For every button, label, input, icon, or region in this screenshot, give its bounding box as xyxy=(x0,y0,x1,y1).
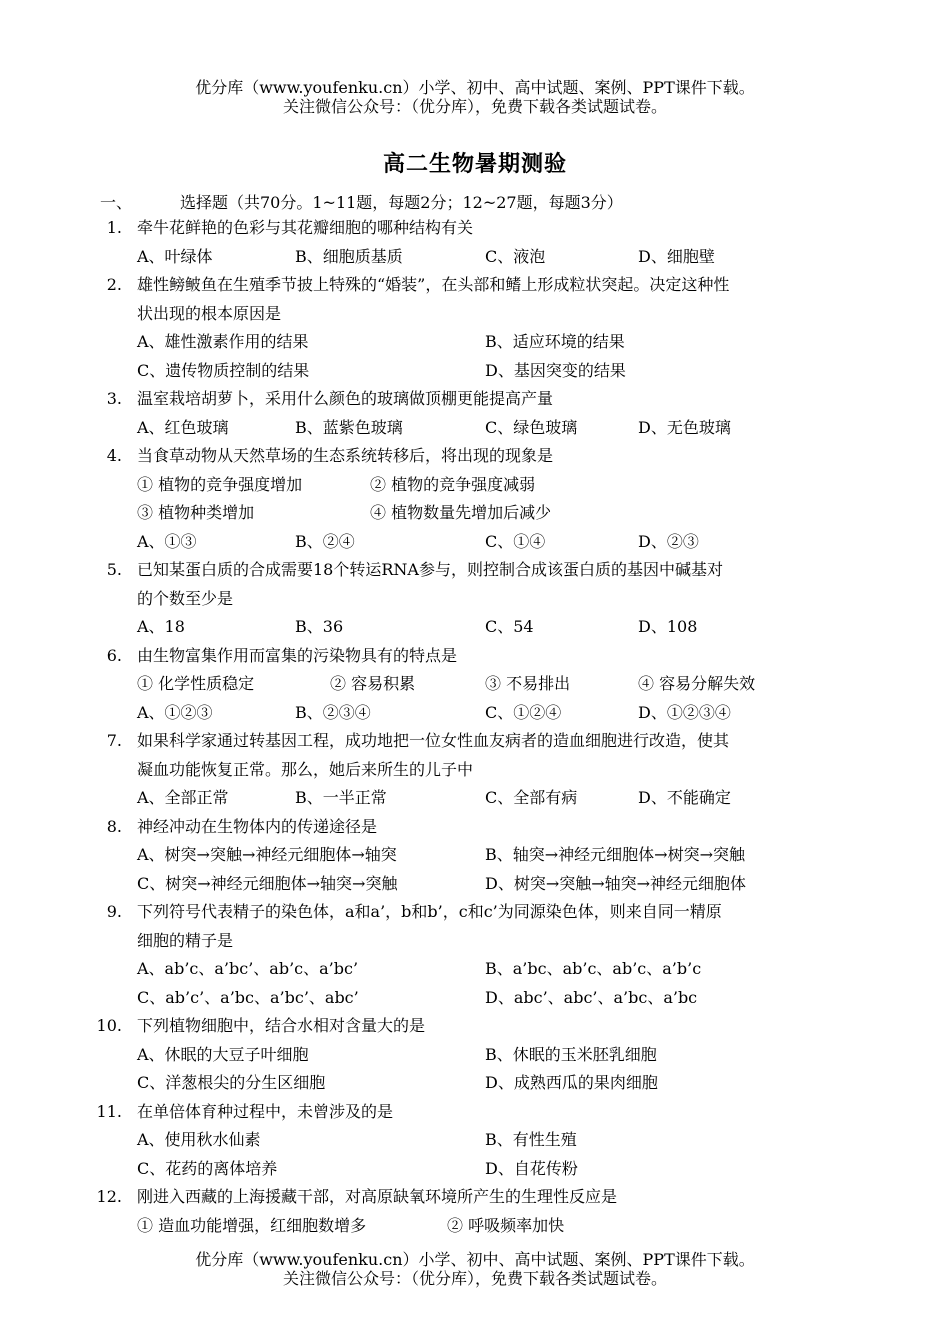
question-number: 1. xyxy=(106,218,122,237)
question-number: 5. xyxy=(106,560,122,579)
question-text: 如果科学家通过转基因工程，成功地把一位女性血友病者的造血细胞进行改造，使其 xyxy=(137,731,730,750)
option-item: D、①②③④ xyxy=(638,702,731,722)
option-row xyxy=(0,841,950,870)
header-line-2: 关注微信公众号：（优分库），免费下载各类试题试卷。 xyxy=(282,97,667,116)
question-8 xyxy=(0,813,950,899)
option-row xyxy=(0,870,950,899)
question-1 xyxy=(0,214,950,271)
option-item: B、蓝紫色玻璃 xyxy=(295,417,403,437)
option-item: B、一半正常 xyxy=(295,788,387,807)
question-number: 3. xyxy=(106,389,122,408)
option-item: B、细胞质基质 xyxy=(295,246,403,266)
question-text: 神经冲动在生物体内的传递途径是 xyxy=(137,816,378,836)
question-4 xyxy=(0,442,950,556)
option-item: ② 容易积累 xyxy=(330,674,416,693)
option-item: ③ 不易排出 xyxy=(485,674,571,693)
option-item: ② 植物的竞争强度减弱 xyxy=(370,474,536,494)
question-number: 7. xyxy=(106,731,122,750)
question-stem-line xyxy=(0,442,950,471)
option-item: D、无色玻璃 xyxy=(638,417,731,437)
option-item: A、休眠的大豆子叶细胞 xyxy=(137,1044,309,1064)
question-text: 当食草动物从天然草场的生态系统转移后，将出现的现象是 xyxy=(137,446,554,465)
option-item: C、树突→神经元细胞体→轴突→突触 xyxy=(137,873,398,893)
option-item: A、叶绿体 xyxy=(137,246,213,266)
option-row xyxy=(0,243,950,272)
option-item: C、①④ xyxy=(485,531,546,551)
question-number: 8. xyxy=(106,816,122,836)
option-item: A、①③ xyxy=(137,531,197,551)
option-item: D、②③ xyxy=(638,531,699,551)
question-stem-line xyxy=(0,756,950,785)
option-item: ④ 容易分解失效 xyxy=(638,674,756,693)
option-row xyxy=(0,699,950,728)
question-number: 4. xyxy=(106,446,122,465)
option-item: A、18 xyxy=(137,617,185,636)
option-item: C、全部有病 xyxy=(485,788,578,807)
option-item: C、①②④ xyxy=(485,702,562,722)
option-item: ① 化学性质稳定 xyxy=(137,674,255,693)
question-12 xyxy=(0,1183,950,1240)
question-number: 12. xyxy=(96,1187,122,1206)
option-item: A、红色玻璃 xyxy=(137,417,229,437)
option-item: ① 植物的竞争强度增加 xyxy=(137,474,303,494)
option-row xyxy=(0,1041,950,1070)
question-stem-line xyxy=(0,813,950,842)
question-text: 由生物富集作用而富集的污染物具有的特点是 xyxy=(137,645,458,665)
option-row xyxy=(0,670,950,699)
option-row xyxy=(0,1069,950,1098)
option-row xyxy=(0,414,950,443)
option-item: D、基因突变的结果 xyxy=(485,360,626,380)
question-number: 6. xyxy=(106,645,122,665)
footer-line-2: 关注微信公众号：（优分库），免费下载各类试题试卷。 xyxy=(282,1269,667,1288)
question-stem-line xyxy=(0,556,950,585)
question-stem-line xyxy=(0,300,950,329)
question-6 xyxy=(0,642,950,728)
option-item: D、108 xyxy=(638,617,698,636)
question-11 xyxy=(0,1098,950,1184)
question-number: 10. xyxy=(96,1016,122,1035)
option-item: ④ 植物数量先增加后减少 xyxy=(370,503,552,522)
question-7 xyxy=(0,727,950,813)
question-text: 温室栽培胡萝卜，采用什么颜色的玻璃做顶棚更能提高产量 xyxy=(137,389,554,408)
question-stem-line xyxy=(0,214,950,243)
option-row xyxy=(0,1155,950,1184)
footer-line-1: 优分库（www.youfenku.cn）小学、初中、高中试题、案例、PPT课件下载。 xyxy=(195,1250,755,1269)
option-row xyxy=(0,784,950,813)
question-text: 已知某蛋白质的合成需要18个转运RNA参与，则控制合成该蛋白质的基因中碱基对 xyxy=(137,560,723,579)
question-stem-line xyxy=(0,898,950,927)
option-item: ③ 植物种类增加 xyxy=(137,503,255,522)
question-stem-line xyxy=(0,927,950,956)
option-item: A、全部正常 xyxy=(137,788,229,807)
section-text: 选择题（共70分。1~11题，每题2分；12~27题，每题3分） xyxy=(180,193,623,212)
option-item: D、自花传粉 xyxy=(485,1158,578,1178)
option-item: B、②④ xyxy=(295,531,355,551)
question-text: 下列符号代表精子的染色体，a和a’，b和b’，c和c’为同源染色体，则来自同一精原 xyxy=(137,902,722,921)
option-item: C、绿色玻璃 xyxy=(485,417,578,437)
option-item: D、树突→突触→轴突→神经元细胞体 xyxy=(485,873,747,893)
question-text: 雄性鳑鲏鱼在生殖季节披上特殊的“婚装”，在头部和鳍上形成粒状突起。决定这种性 xyxy=(137,275,730,294)
option-item: C、液泡 xyxy=(485,246,546,266)
option-item: B、轴突→神经元细胞体→树突→突触 xyxy=(485,845,745,864)
option-row xyxy=(0,613,950,642)
question-text: 刚进入西藏的上海援藏干部，对高原缺氧环境所产生的生理性反应是 xyxy=(137,1187,618,1206)
question-stem-line xyxy=(0,642,950,671)
question-text: 凝血功能恢复正常。那么，她后来所生的儿子中 xyxy=(137,759,474,779)
question-stem-line xyxy=(0,727,950,756)
question-stem-line xyxy=(0,385,950,414)
option-item: A、使用秋水仙素 xyxy=(137,1130,261,1149)
option-item: ① 造血功能增强，红细胞数增多 xyxy=(137,1215,367,1235)
option-item: ② 呼吸频率加快 xyxy=(447,1215,565,1235)
option-row xyxy=(0,499,950,528)
option-row xyxy=(0,471,950,500)
question-stem-line xyxy=(0,1098,950,1127)
option-item: A、雄性激素作用的结果 xyxy=(137,332,309,351)
exam-title: 高二生物暑期测验 xyxy=(382,151,567,177)
option-row xyxy=(0,328,950,357)
section-number: 一、 xyxy=(100,193,133,212)
question-stem-line xyxy=(0,271,950,300)
option-row xyxy=(0,357,950,386)
option-row xyxy=(0,1212,950,1241)
option-item: C、花药的离体培养 xyxy=(137,1158,278,1178)
question-text: 在单倍体育种过程中，未曾涉及的是 xyxy=(137,1101,394,1121)
question-stem-line xyxy=(0,585,950,614)
option-item: B、适应环境的结果 xyxy=(485,332,625,351)
section-heading xyxy=(100,190,623,213)
option-item: C、54 xyxy=(485,617,534,636)
question-text: 的个数至少是 xyxy=(137,588,234,608)
question-text: 牵牛花鲜艳的色彩与其花瓣细胞的哪种结构有关 xyxy=(137,218,474,237)
option-item: B、②③④ xyxy=(295,702,371,722)
option-item: C、洋葱根尖的分生区细胞 xyxy=(137,1073,326,1092)
question-number: 2. xyxy=(106,275,122,294)
header-line-1: 优分库（www.youfenku.cn）小学、初中、高中试题、案例、PPT课件下载。 xyxy=(195,78,755,97)
question-3 xyxy=(0,385,950,442)
option-item: A、树突→突触→神经元细胞体→轴突 xyxy=(137,845,397,864)
option-item: C、遗传物质控制的结果 xyxy=(137,360,310,380)
option-item: D、abc’、abc’、a’bc、a’bc xyxy=(485,987,698,1007)
option-item: B、休眠的玉米胚乳细胞 xyxy=(485,1044,657,1064)
option-row xyxy=(0,955,950,984)
page-header xyxy=(0,78,950,116)
option-item: B、36 xyxy=(295,617,344,636)
option-item: A、①②③ xyxy=(137,702,213,722)
option-item: C、ab’c’、a’bc、a’bc’、abc’ xyxy=(137,987,359,1007)
option-item: A、ab’c、a’bc’、ab’c、a’bc’ xyxy=(137,959,359,978)
option-item: B、a’bc、ab’c、ab’c、a’b’c xyxy=(485,959,702,978)
question-text: 状出现的根本原因是 xyxy=(137,303,282,323)
question-text: 下列植物细胞中，结合水相对含量大的是 xyxy=(137,1016,426,1035)
question-9 xyxy=(0,898,950,1012)
question-text: 细胞的精子是 xyxy=(137,930,234,950)
question-stem-line xyxy=(0,1183,950,1212)
option-row xyxy=(0,528,950,557)
question-stem-line xyxy=(0,1012,950,1041)
option-item: D、不能确定 xyxy=(638,788,731,807)
question-number: 11. xyxy=(96,1101,122,1121)
question-number: 9. xyxy=(106,902,122,921)
option-item: D、成熟西瓜的果肉细胞 xyxy=(485,1073,658,1092)
question-2 xyxy=(0,271,950,385)
question-5 xyxy=(0,556,950,642)
option-row xyxy=(0,1126,950,1155)
page-footer xyxy=(0,1250,950,1288)
option-item: D、细胞壁 xyxy=(638,246,715,266)
question-list xyxy=(0,214,950,1240)
option-row xyxy=(0,984,950,1013)
option-item: B、有性生殖 xyxy=(485,1130,577,1149)
question-10 xyxy=(0,1012,950,1098)
